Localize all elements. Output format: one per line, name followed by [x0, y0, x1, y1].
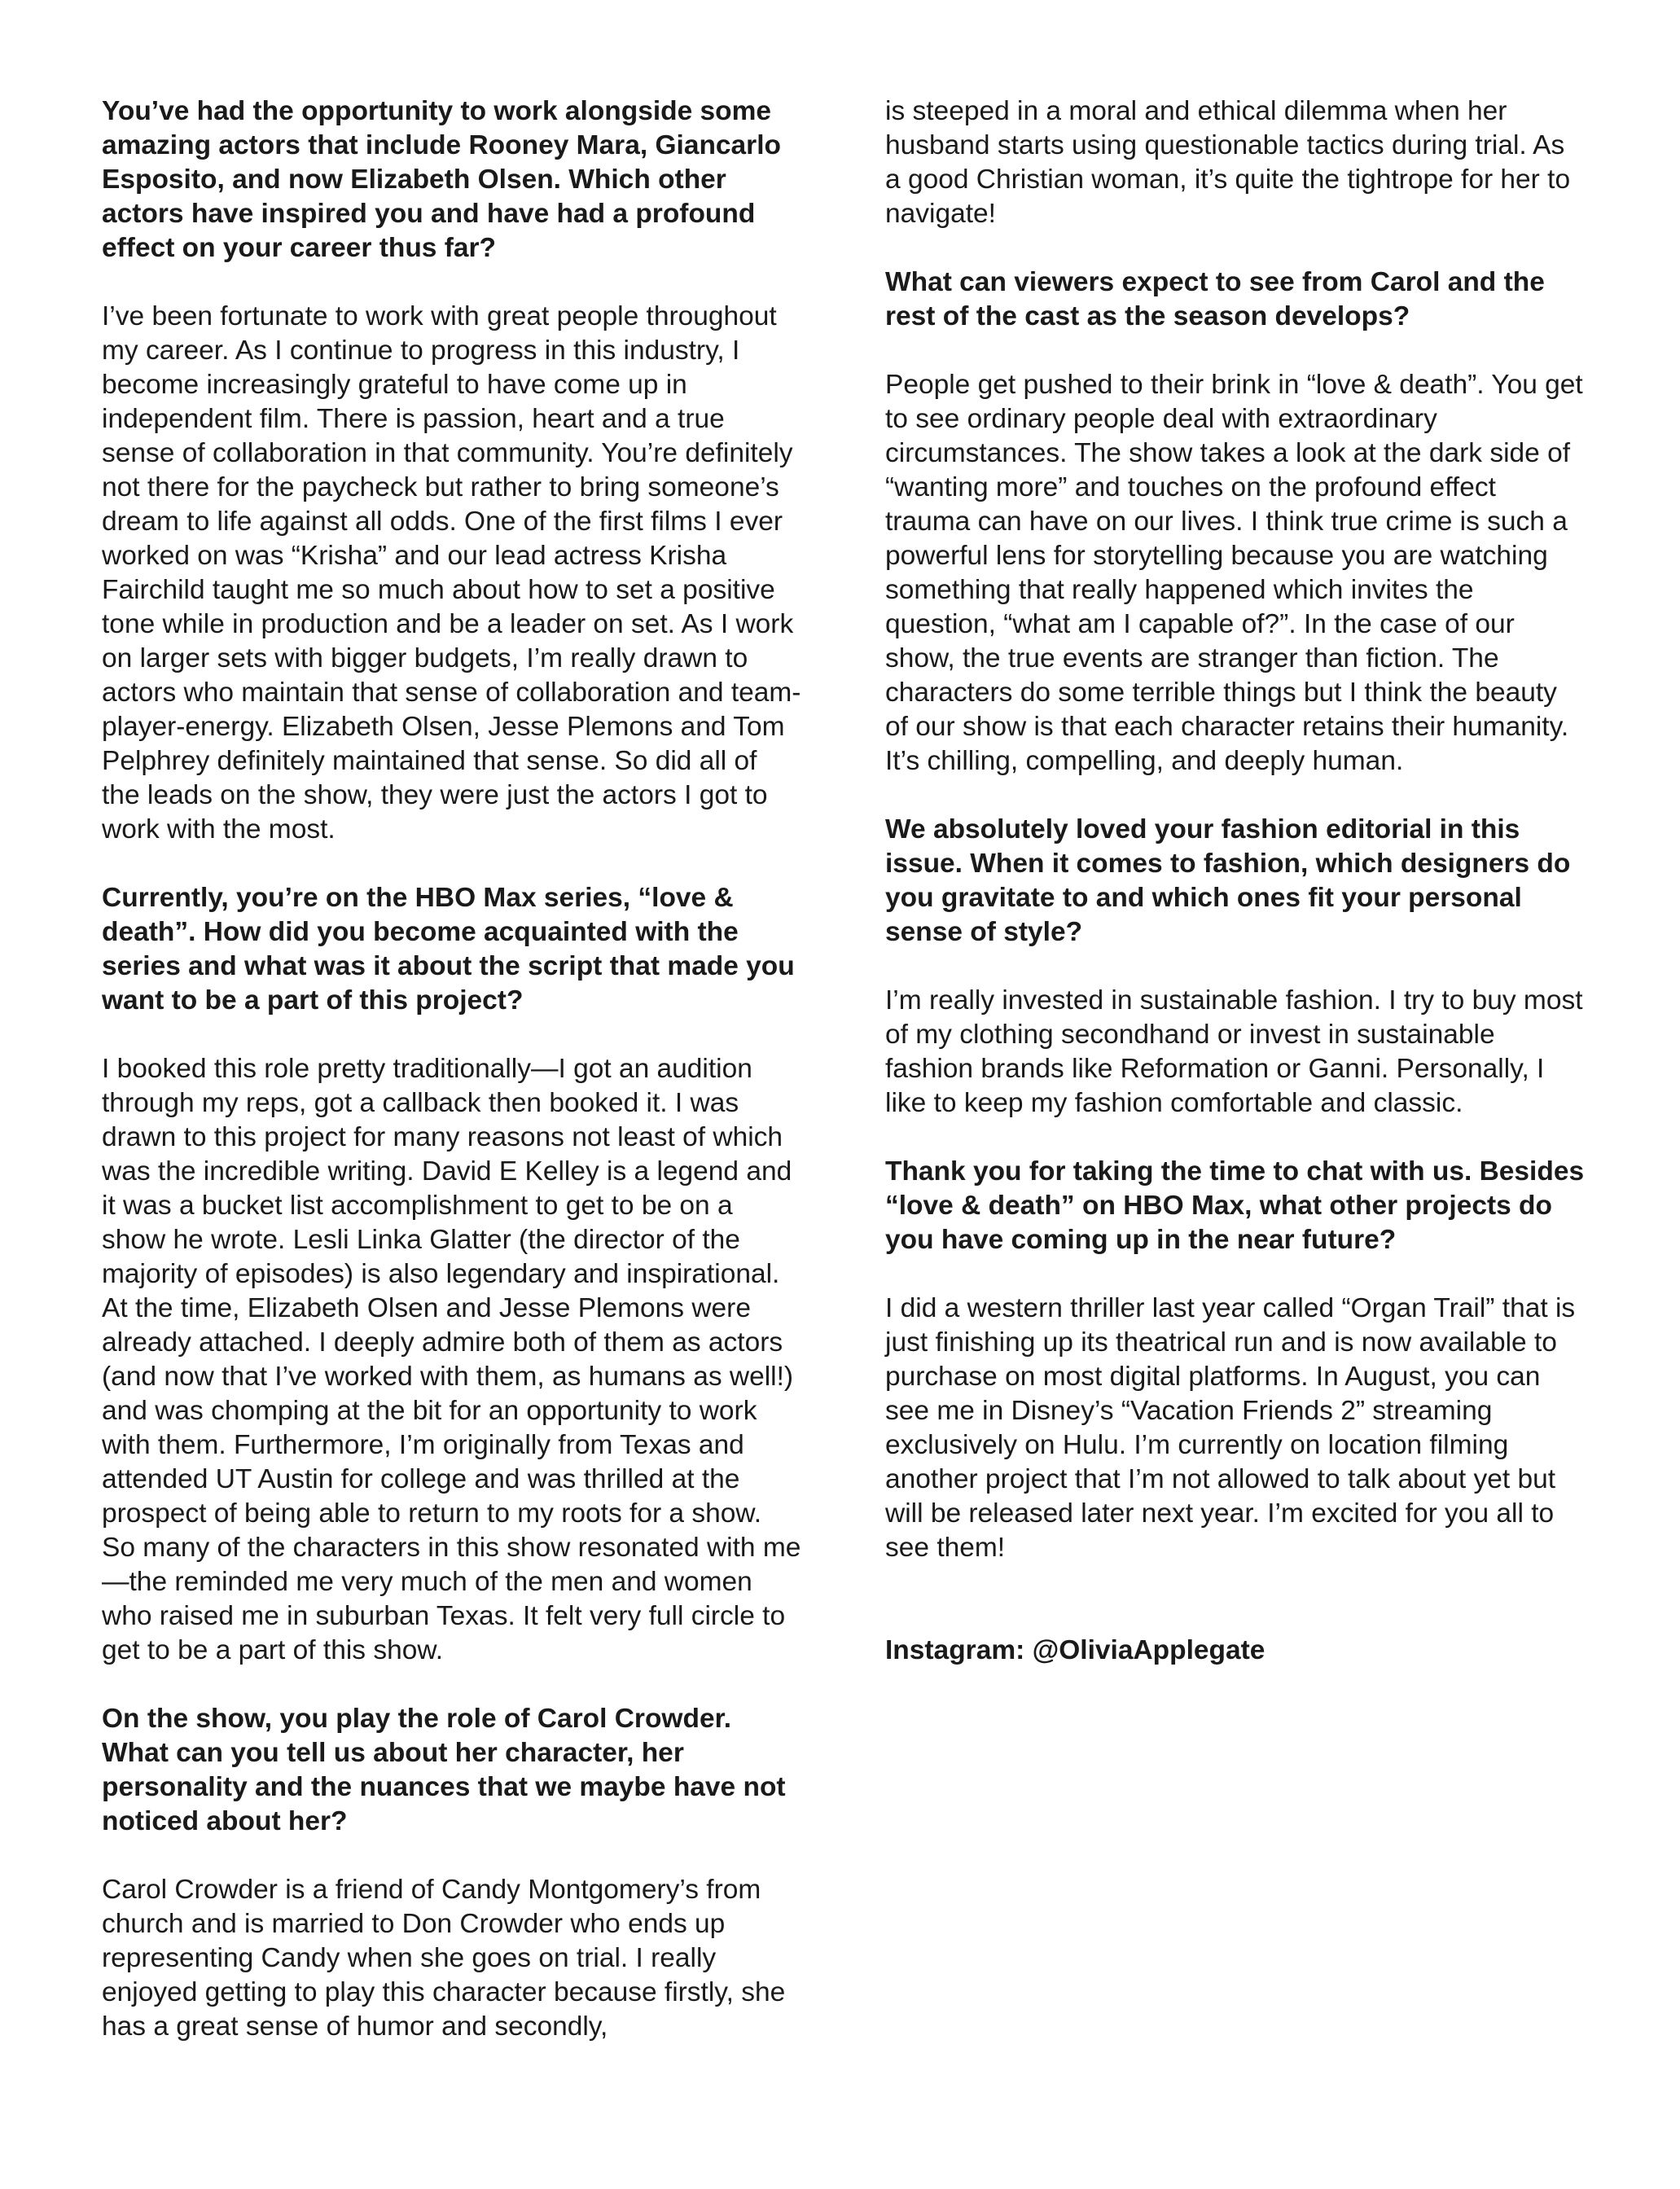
answer-paragraph: I’ve been fortunate to work with great people throughout my career. As I continue to progress in this industry, I become increasingly grateful to have come up in independent film. There is passion, heart and a true sense of collaboration in that community. You’re definitely not there for the paycheck but rather to bring someone’s dream to life against all odds. One of the first films I ever worked on was “Krisha” and our lead actress Krisha Fairchild taught me so much about how to set a positive tone while in production and be a leader on set. As I work on larger sets with bigger budgets, I’m really drawn to actors who maintain that sense of collaboration and team-player-energy. Elizabeth Olsen, Jesse Plemons and Tom Pelphrey definitely maintained that sense. So did all of the leads on the show, they were just the actors I got to work with the most.	[102, 301, 801, 844]
answer-paragraph: People get pushed to their brink in “love & death”. You get to see ordinary people deal with extraordinary circumstances. The show takes a look at the dark side of “wanting more” and touches on the profound effect trauma can have on our lives. I think true crime is such a powerful lens for storytelling because you are watching something that really happened which invites the question, “what am I capable of?”. In the case of our show, the true events are stranger than fiction. The characters do some terrible things but I think the beauty of our show is that each character retains their humanity. It’s chilling, compelling, and deeply human.	[885, 370, 1583, 776]
spacer	[885, 1599, 1586, 1634]
answer-paragraph: I did a western thriller last year called “Organ Trail” that is just finishing up its theatrical run and is now available to purchase on most digital platforms. In August, you can see me in Disney’s “Vacation Friends 2” streaming exclusively on Hulu. I’m currently on location filming another project that I’m not allowed to talk about yet but will be released later next year. I’m excited for you all to see them!	[885, 1293, 1576, 1563]
question-paragraph: Thank you for taking the time to chat with us. Besides “love & death” on HBO Max, what other projects do you have coming up in the near future?	[885, 1156, 1585, 1255]
answer-paragraph: Carol Crowder is a friend of Candy Montgomery’s from church and is married to Don Crowder who ends up representing Candy when she goes on trial. I really enjoyed getting to play this character because firstly, she has a great sense of humor and secondly,	[102, 1875, 786, 2042]
question-paragraph: We absolutely loved your fashion editorial in this issue. When it comes to fashion, which designers do you gravitate to and which ones fit your personal sense of style?	[885, 814, 1571, 947]
answer-paragraph: I’m really invested in sustainable fashion. I try to buy most of my clothing secondhand or invest in sustainable fashion brands like Reformation or Ganni. Personally, I like to keep my fashion comfortable and classic.	[885, 985, 1583, 1118]
left-column	[102, 94, 802, 2044]
right-column	[885, 94, 1586, 1668]
instagram-handle: Instagram: @OliviaApplegate	[885, 1635, 1265, 1665]
question-paragraph: What can viewers expect to see from Carol and the rest of the cast as the season develops?	[885, 267, 1545, 331]
question-paragraph: On the show, you play the role of Carol Crowder. What can you tell us about her character, her personality and the nuances that we maybe have not noticed about her?	[102, 1704, 786, 1836]
answer-paragraph: is steeped in a moral and ethical dilemma when her husband starts using questionable tactics during trial. As a good Christian woman, it’s quite the tightrope for her to navigate!	[885, 96, 1571, 229]
answer-paragraph: I booked this role pretty traditionally—I got an audition through my reps, got a callback then booked it. I was drawn to this project for many reasons not least of which was the incredible writing. David E Kelley is a legend and it was a bucket list accomplishment to get to be on a show he wrote. Lesli Linka Glatter (the director of the majority of episodes) is also legendary and inspirational. At the time, Elizabeth Olsen and Jesse Plemons were already attached. I deeply admire both of them as actors (and now that I’ve worked with them, as humans as well!) and was chomping at the bit for an opportunity to work with them. Furthermore, I’m originally from Texas and attended UT Austin for college and was thrilled at the prospect of being able to return to my roots for a show. So many of the characters in this show resonated with me—the reminded me very much of the men and women who raised me in suburban Texas. It felt very full circle to get to be a part of this show.	[102, 1054, 801, 1665]
question-paragraph: Currently, you’re on the HBO Max series, “love & death”. How did you become acquainted with the series and what was it about the script that made you want to be a part of this project?	[102, 883, 795, 1016]
question-paragraph: You’ve had the opportunity to work alongside some amazing actors that include Rooney Mara, Giancarlo Esposito, and now Elizabeth Olsen. Which other actors have inspired you and have had a profound effect on your career thus far?	[102, 96, 781, 263]
